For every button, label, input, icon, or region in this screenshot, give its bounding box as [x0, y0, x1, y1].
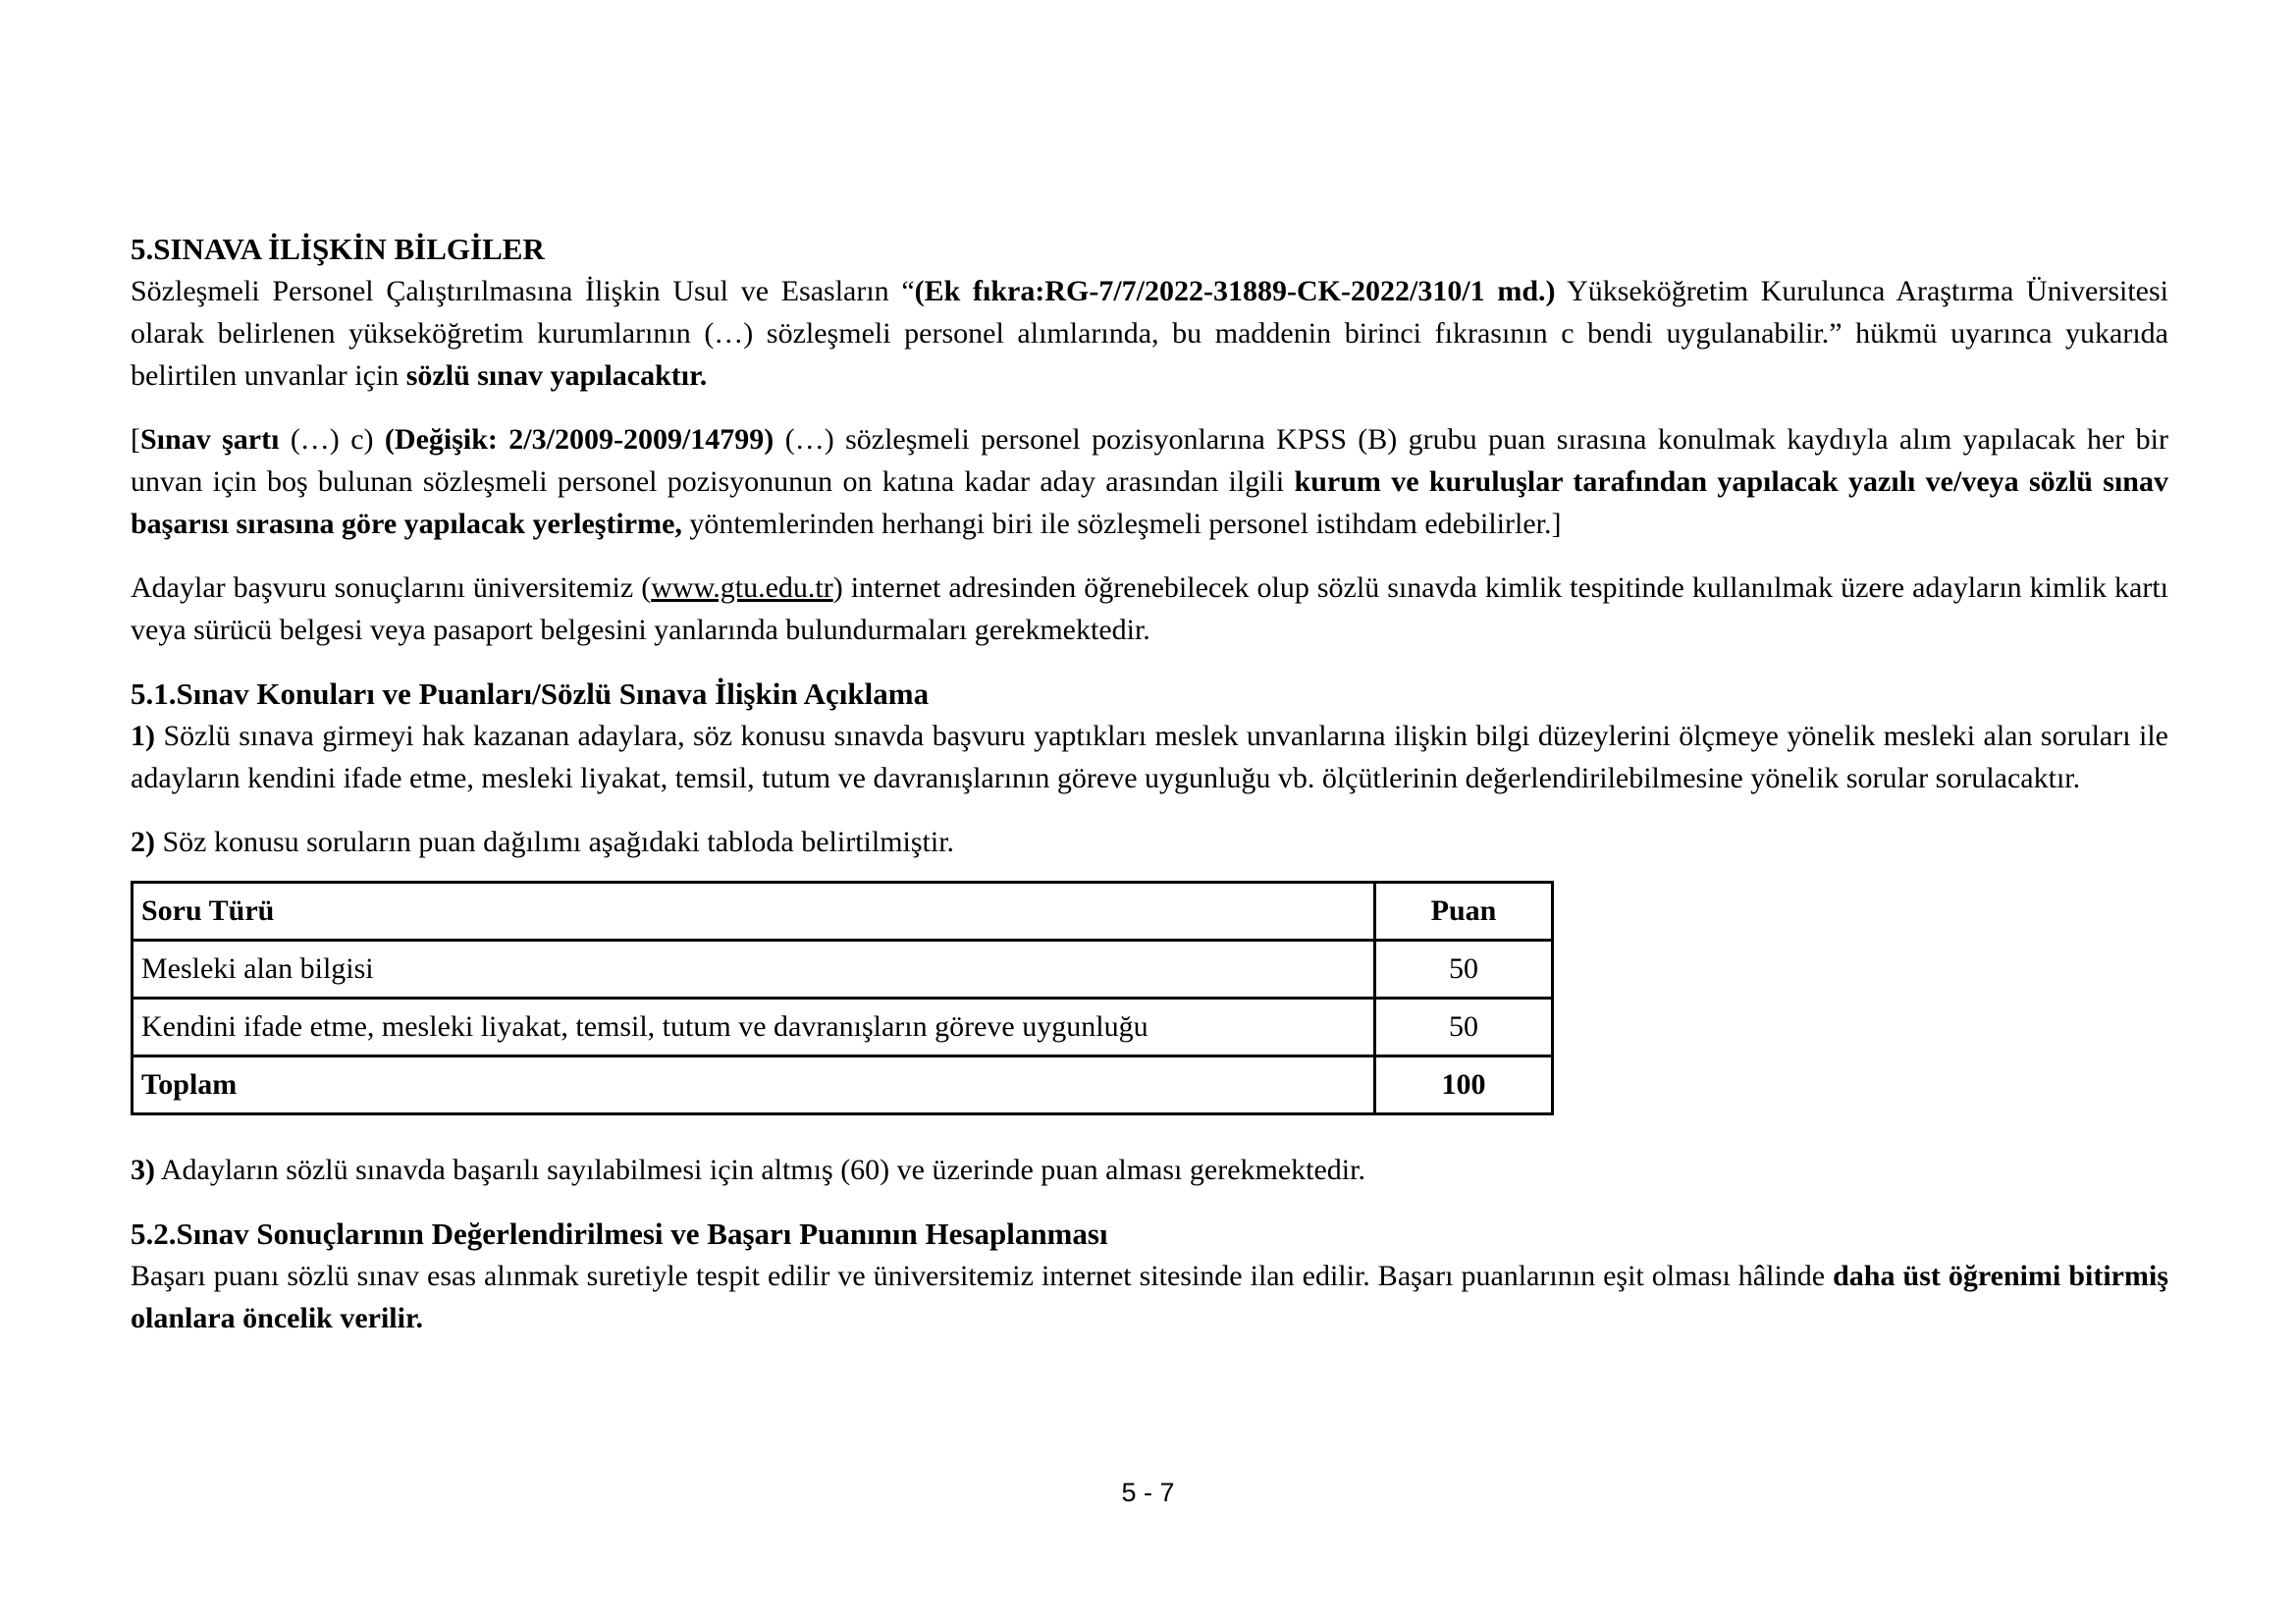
exam-condition-bold: Sınav şartı: [140, 423, 280, 456]
score-table-header-row: [133, 883, 1553, 941]
item-1-text: Sözlü sınava girmeyi hak kazanan adaylara, söz konusu sınavda başvuru yaptıkları meslek unvanlarına ilişkin bilgi düzeylerini ölçmeye yönelik mesleki alan soruları ile adayların kendini ifade etme, mesleki liyakat, temsil, tutum ve davranışlarının göreve uygunluğu vb. ölçütlerinin değerlendirilebilmesine yönelik sorular sorulacaktır.: [131, 720, 2168, 794]
item-2-paragraph: [131, 821, 2168, 863]
clause-text-segment: (…) sözleşmeli personel pozisyonlarına KPSS (B) grubu puan sırasına konulmak kaydıyla alım yapılacak her bir unvan için boş bulunan sözleşmeli personel pozisyonunun on katına kadar aday arasından ilgili: [131, 423, 2168, 498]
score-table-total-label: Toplam: [133, 1056, 1375, 1114]
item-3-text: Adayların sözlü sınavda başarılı sayılabilmesi için altmış (60) ve üzerinde puan alması gerekmektedir.: [155, 1154, 1365, 1186]
intro-text-segment: Sözleşmeli Personel Çalıştırılmasına İlişkin Usul ve Esasların “: [131, 275, 915, 307]
score-table-cell-value: 50: [1375, 941, 1553, 999]
item-3-paragraph: [131, 1149, 2168, 1191]
document-body: [131, 228, 2168, 1361]
oral-exam-statement-bold: sözlü sınav yapılacaktır.: [405, 359, 708, 392]
clause-text-segment: [: [131, 423, 140, 456]
clause-text-segment: (…) c): [279, 423, 385, 456]
gtu-website-link[interactable]: www.gtu.edu.tr: [651, 571, 833, 604]
section-5-2-block: [131, 1213, 2168, 1339]
priority-rule-bold: daha üst öğrenimi bitirmiş olanlara öncelik verilir.: [131, 1260, 2168, 1334]
score-table-row: [133, 941, 1553, 999]
regulation-ref-bold: (Ek fıkra:RG-7/7/2022-31889-CK-2022/310/1 md.): [914, 275, 1556, 307]
item-3-marker: 3): [131, 1154, 155, 1186]
section-5-2-heading: 5.2.Sınav Sonuçlarının Değerlendirilmesi ve Başarı Puanının Hesaplanması: [131, 1217, 1108, 1251]
score-table-cell-label: Kendini ifade etme, mesleki liyakat, temsil, tutum ve davranışların göreve uygunluğu: [133, 999, 1375, 1056]
item-2-marker: 2): [131, 826, 155, 858]
placement-method-bold: kurum ve kuruluşlar tarafından yapılacak yazılı ve/veya sözlü sınav başarısı sırasına göre yapılacak yerleştirme,: [131, 465, 2168, 540]
item-2-text: Söz konusu soruların puan dağılımı aşağıdaki tabloda belirtilmiştir.: [155, 826, 955, 858]
score-table-total-row: [133, 1056, 1553, 1114]
item-1-marker: 1): [131, 720, 155, 752]
section-5-1-block: [131, 673, 2168, 799]
clause-text-segment: yöntemlerinden herhangi biri ile sözleşmeli personel istihdam edebilirler.]: [681, 508, 1562, 540]
amendment-ref-bold: (Değişik: 2/3/2009-2009/14799): [384, 423, 774, 456]
score-table: [131, 881, 1554, 1115]
section-5-heading: 5.SINAVA İLİŞKİN BİLGİLER: [131, 232, 545, 266]
clause-paragraph: [131, 418, 2168, 545]
intro-paragraph: [131, 270, 2168, 397]
page-number: 5 - 7: [1121, 1478, 1175, 1507]
section-5-2-paragraph: [131, 1255, 2168, 1339]
score-table-header-points: Puan: [1375, 883, 1553, 941]
score-table-total-value: 100: [1375, 1056, 1553, 1114]
score-table-cell-value: 50: [1375, 999, 1553, 1056]
section-5-1-heading: 5.1.Sınav Konuları ve Puanları/Sözlü Sınava İlişkin Açıklama: [131, 677, 930, 711]
results-text-segment: ) internet adresinden öğrenebilecek olup sözlü sınavda kimlik tespitinde kullanılmak üzere adayların kimlik kartı veya sürücü belgesi veya pasaport belgesini yanlarında bulundurmaları gerekmektedir.: [131, 571, 2168, 646]
section-5-2-text: Başarı puanı sözlü sınav esas alınmak suretiyle tespit edilir ve üniversitemiz internet sitesinde ilan edilir. Başarı puanlarının eşit olması hâlinde: [131, 1260, 1834, 1292]
score-table-cell-label: Mesleki alan bilgisi: [133, 941, 1375, 999]
item-1-paragraph: [131, 715, 2168, 799]
score-table-header-question-type: Soru Türü: [133, 883, 1375, 941]
results-paragraph: [131, 567, 2168, 651]
score-table-row: [133, 999, 1553, 1056]
intro-text-segment: Yükseköğretim Kurulunca Araştırma Üniversitesi olarak belirlenen yükseköğretim kurumlarının (…) sözleşmeli personel alımlarında, bu maddenin birinci fıkrasının c bendi uygulanabilir.” hükmü uyarınca yukarıda belirtilen unvanlar için: [131, 275, 2169, 392]
results-text-segment: Adaylar başvuru sonuçlarını üniversitemiz (: [131, 571, 652, 604]
